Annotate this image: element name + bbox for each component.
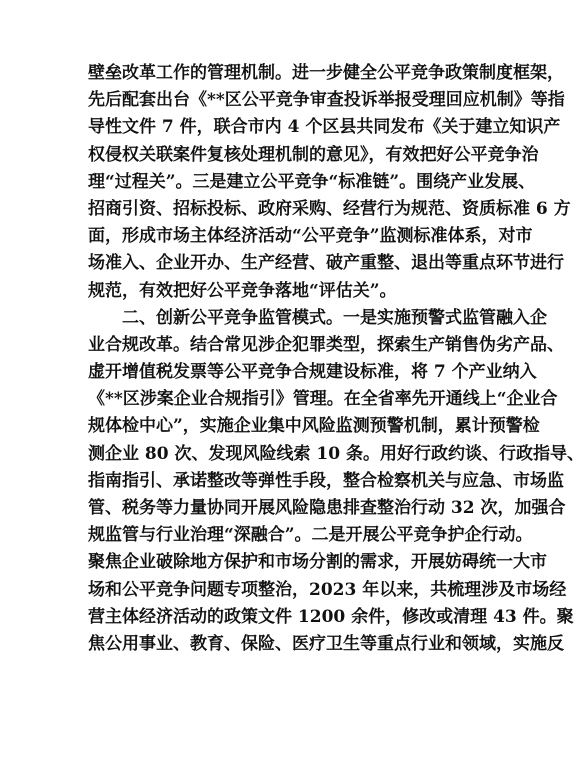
- text-line: 招商引资、招标投标、政府采购、经营行为规范、资质标准 6 方: [88, 198, 571, 219]
- document-body: [88, 60, 584, 658]
- text-line: 面，形成市场主体经济活动“公平竞争”监测标准体系，对市: [88, 226, 533, 247]
- text-line: 管、税务等力量协同开展风险隐患排查整治行动 32 次，加强合: [88, 498, 566, 518]
- text-line: 壁垒改革工作的管理机制。进一步健全公平竞争政策制度框架，: [88, 63, 564, 83]
- text-line: 测企业 80 次、发现风险线索 10 条。用好行政约谈、行政指导、: [88, 443, 584, 464]
- text-line: 虚开增值税发票等公平竞争合规建设标准，将 7 个产业纳入: [88, 362, 537, 383]
- text-line: 理“过程关”。三是建立公平竞争“标准链”。围绕产业发展、: [88, 171, 536, 192]
- text-line: 《**区涉案企业合规指引》管理。在全省率先开通线上“企业合: [88, 389, 558, 410]
- text-line: 营主体经济活动的政策文件 1200 余件，修改或清理 43 件。聚: [88, 606, 574, 627]
- text-line: 焦公用事业、教育、保险、医疗卫生等重点行业和领域，实施反: [88, 633, 564, 654]
- text-line: 场准入、企业开办、生产经营、破产重整、退出等重点环节进行: [88, 253, 564, 274]
- text-line: 二、创新公平竞争监管模式。一是实施预警式监管融入企: [122, 307, 547, 328]
- paragraph-2: [88, 305, 584, 658]
- text-line: 聚焦企业破除地方保护和市场分割的需求，开展妨碍统一大市: [88, 552, 547, 573]
- text-line: 规体检中心”，实施企业集中风险监测预警机制，累计预警检: [88, 416, 540, 437]
- text-line: 权侵权关联案件复核处理机制的意见》，有效把好公平竞争治: [88, 144, 539, 165]
- text-line: 指南指引、承诺整改等弹性手段，整合检察机关与应急、市场监: [88, 470, 564, 491]
- text-line: 导性文件 7 件，联合市内 4 个区县共同发布《关于建立知识产: [88, 117, 561, 138]
- paragraph-1: [88, 60, 571, 305]
- text-line: 规范，有效把好公平竞争落地“评估关”。: [88, 280, 397, 301]
- text-line: 先后配套出台《**区公平竞争审查投诉举报受理回应机制》等指: [88, 90, 565, 111]
- text-line: 规监管与行业治理“深融合”。二是开展公平竞争护企行动。: [88, 525, 533, 546]
- text-line: 业合规改革。结合常见涉企犯罪类型，探索生产销售伪劣产品、: [88, 334, 564, 355]
- text-line: 场和公平竞争问题专项整治，2023 年以来，共梳理涉及市场经: [88, 579, 567, 600]
